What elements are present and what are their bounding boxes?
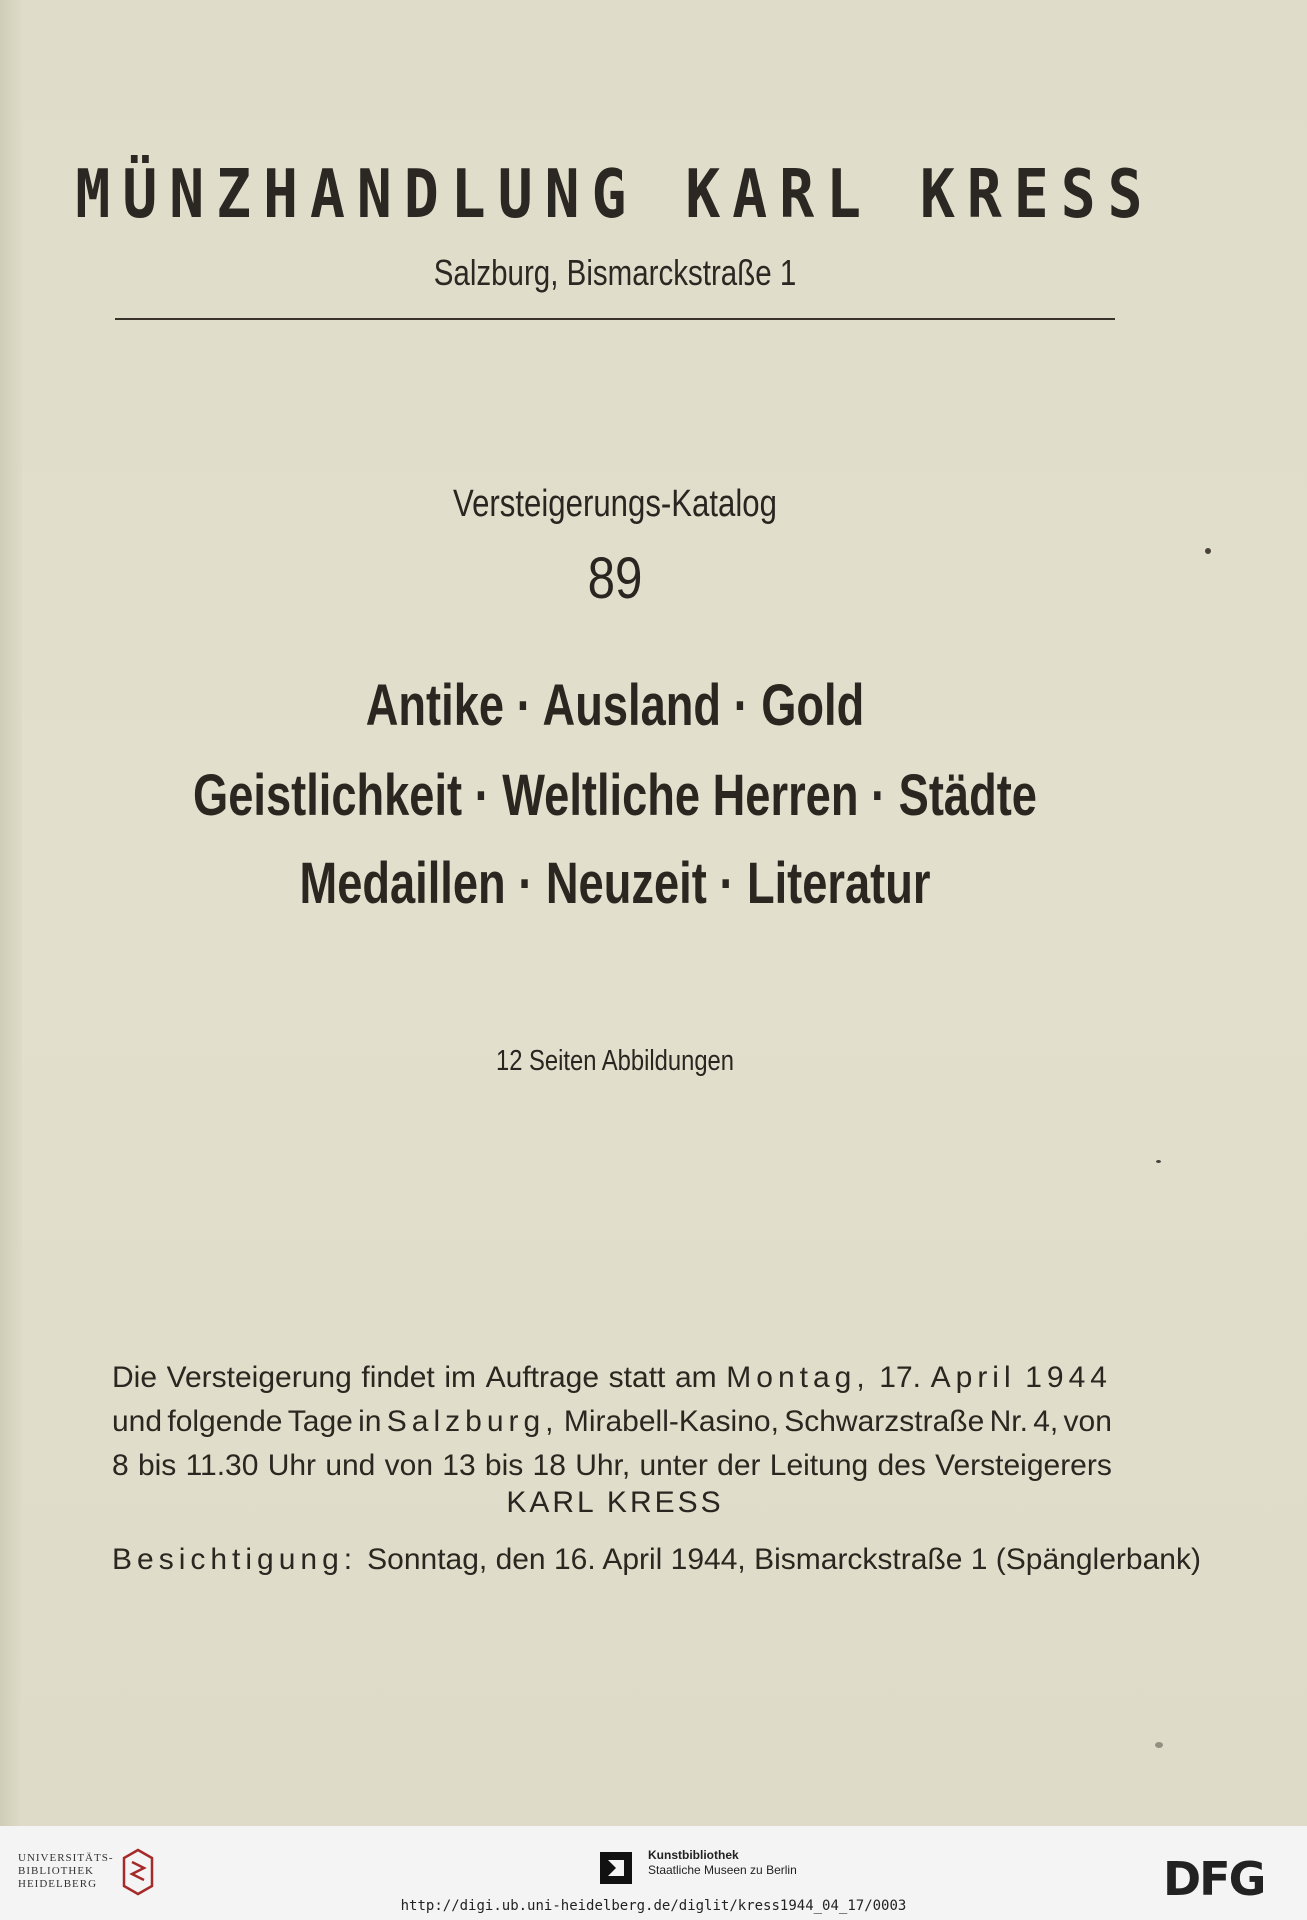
info-word: Leitung [769, 1449, 869, 1482]
info-word: und [325, 1449, 376, 1482]
info-word: Uhr, [575, 1449, 631, 1482]
auction-info-line-3 [112, 1446, 1112, 1486]
kunstbibliothek-label[interactable] [648, 1848, 797, 1878]
illustrations-note: 12 Seiten Abbildungen [495, 1045, 735, 1077]
logo-line: HEIDELBERG [18, 1878, 98, 1890]
topics-line-3: Medaillen · Neuzeit · Literatur [299, 851, 931, 916]
info-word: 8 [112, 1449, 129, 1482]
info-word: von [1063, 1405, 1112, 1438]
info-word: Schwarzstraße [784, 1405, 985, 1438]
info-word: bis [137, 1449, 177, 1482]
info-word: der [717, 1449, 761, 1482]
catalog-title: Versteigerungs-Katalog [453, 483, 777, 525]
logo-line: BIBLIOTHEK [18, 1865, 94, 1877]
info-word: 11.30 [185, 1449, 259, 1482]
dfg-logo[interactable]: DFG [1163, 1852, 1265, 1906]
logo-line: UNIVERSITÄTS- [18, 1852, 114, 1864]
info-word: Nr. [989, 1405, 1028, 1438]
info-word: 4, [1033, 1405, 1059, 1438]
auctioneer-name: KARL KRESS [506, 1486, 724, 1519]
publisher-name: MÜNZHANDLUNG KARL KRESS [75, 154, 1155, 234]
kunstbibliothek-icon [598, 1848, 634, 1888]
info-word: im [444, 1361, 477, 1394]
info-word: von [384, 1449, 434, 1482]
heidelberg-library-logo[interactable] [18, 1852, 114, 1891]
paper-speck [1205, 548, 1211, 554]
info-word: Montag, [726, 1361, 870, 1394]
page-url[interactable]: http://digi.ub.uni-heidelberg.de/diglit/kress1944_04_17/0003 [400, 1898, 907, 1914]
auction-info-line-1 [112, 1358, 1112, 1398]
info-word: 18 [532, 1449, 566, 1482]
info-word: Uhr [267, 1449, 317, 1482]
catalog-number: 89 [587, 546, 643, 611]
info-word: Die [112, 1361, 158, 1394]
viewing-label: Besichtigung: [112, 1543, 358, 1576]
info-word: 13 [442, 1449, 476, 1482]
info-word: bis [484, 1449, 524, 1482]
topics-line-2: Geistlichkeit · Weltliche Herren · Städte [193, 763, 1037, 828]
heidelberg-library-icon [120, 1846, 156, 1896]
info-word: findet [361, 1361, 435, 1394]
info-word: Versteigerers [935, 1449, 1112, 1482]
viewer-footer [0, 1826, 1307, 1920]
viewing-info [112, 1540, 1201, 1580]
info-word: am [674, 1361, 717, 1394]
info-word: 17. [879, 1361, 922, 1394]
kunstbibliothek-name: Kunstbibliothek [648, 1848, 739, 1862]
info-word: Salzburg, [386, 1405, 559, 1438]
info-word: des [877, 1449, 926, 1482]
topics-line-1: Antike · Ausland · Gold [365, 673, 865, 738]
info-word: Auftrage [485, 1361, 600, 1394]
paper-speck [1156, 1160, 1161, 1163]
header-divider [115, 318, 1115, 320]
page-edge-shadow [0, 0, 22, 1826]
info-word: statt [608, 1361, 666, 1394]
info-word: und [112, 1405, 163, 1438]
info-word: Mirabell-Kasino, [563, 1405, 779, 1438]
info-word: Tage [287, 1405, 353, 1438]
publisher-address: Salzburg, Bismarckstraße 1 [433, 252, 797, 293]
info-word: in [358, 1405, 382, 1438]
info-word: folgende [167, 1405, 283, 1438]
museen-name: Staatliche Museen zu Berlin [648, 1863, 797, 1877]
info-word: unter [639, 1449, 708, 1482]
info-word: Versteigerung [166, 1361, 352, 1394]
auction-info-line-2 [112, 1402, 1112, 1442]
info-word: April [930, 1361, 1016, 1394]
paper-speck [1155, 1742, 1163, 1748]
info-word: 1944 [1025, 1361, 1112, 1394]
viewing-text: Sonntag, den 16. April 1944, Bismarckstraße 1 (Spänglerbank) [367, 1543, 1201, 1576]
